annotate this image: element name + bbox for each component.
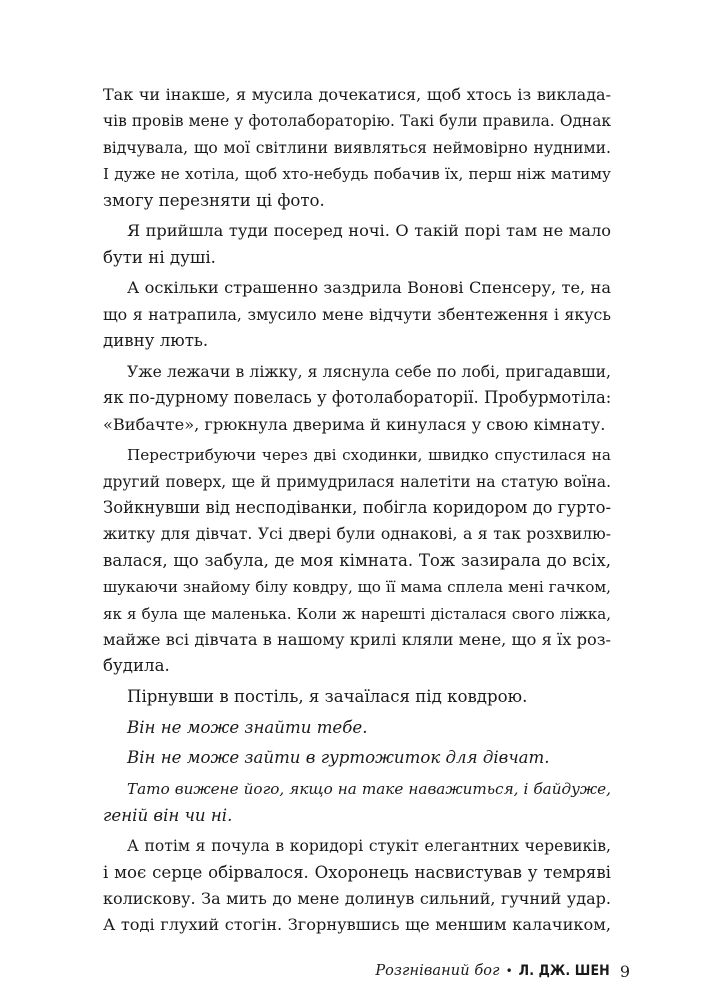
text-line: майже всі дівчата в нашому крилі кляли мене, що я їх роз- bbox=[103, 630, 611, 649]
bullet-separator: • bbox=[505, 964, 513, 978]
italic-line: Тато вижене його, якщо на таке наважиться, і байдуже, bbox=[127, 780, 611, 799]
text-line: Перестрибуючи через дві сходинки, швидко спустилася на bbox=[127, 446, 611, 465]
text-line: змогу перезняти ці фото. bbox=[103, 190, 325, 210]
author-name: Л. ДЖ. ШЕН bbox=[518, 963, 610, 979]
text-line: Зойкнувши від несподіванки, побігла коридором до гурто- bbox=[103, 498, 611, 518]
text-line: бути ні душі. bbox=[103, 247, 216, 267]
text-line: і моє серце обірвалося. Охоронець насвистував у темряві bbox=[103, 862, 611, 882]
text-line: Уже лежачи в ліжку, я ляснула себе по лобі, пригадавши, bbox=[127, 362, 611, 381]
italic-line: Він не може знайти тебе. bbox=[127, 717, 368, 737]
body-text bbox=[103, 82, 611, 939]
text-line: що я натрапила, змусило мене відчути збентеження і якусь bbox=[103, 304, 611, 324]
text-line: як по-дурному повелась у фотолабораторії. Пробурмотіла: bbox=[103, 388, 612, 408]
text-line: А тоді глухий стогін. Згорнувшись ще меншим калачиком, bbox=[103, 915, 611, 935]
text-line: дивну лють. bbox=[103, 331, 209, 351]
text-line: «Вибачте», грюкнула дверима й кинулася у свою кімнату. bbox=[103, 414, 606, 434]
running-footer bbox=[375, 956, 630, 986]
text-line: чів провів мене у фотолабораторію. Такі були правила. Однак bbox=[103, 112, 611, 131]
text-line: житку для дівчат. Усі двері були однакові, а я так розхвилю- bbox=[103, 525, 611, 544]
page-number: 9 bbox=[619, 961, 630, 981]
text-line: Так чи інакше, я мусила дочекатися, щоб хтось із виклада- bbox=[103, 85, 611, 104]
text-line: валася, що забула, де моя кімната. Тож зазирала до всіх, bbox=[103, 550, 611, 570]
book-title: Розгніваний бог bbox=[375, 963, 500, 979]
text-line: будила. bbox=[103, 656, 170, 676]
text-line: другий поверх, ще й примудрилася налетіти на статую воїна. bbox=[103, 472, 611, 491]
text-line: А оскільки страшенно заздрила Вонові Спенсеру, те, на bbox=[127, 278, 611, 298]
text-line: колискову. За мить до мене долинув сильний, гучний удар. bbox=[103, 889, 611, 908]
text-line: шукаючи знайому білу ковдру, що її мама сплела мені гачком, bbox=[103, 578, 611, 597]
italic-line: Він не може зайти в гуртожиток для дівчат. bbox=[127, 748, 550, 768]
text-line: Я прийшла туди посеред ночі. О такій порі там не мало bbox=[127, 221, 611, 241]
text-line: як я була ще маленька. Коли ж нарешті дісталася свого ліжка, bbox=[103, 604, 611, 623]
text-line: І дуже не хотіла, щоб хто-небудь побачив їх, перш ніж матиму bbox=[103, 165, 611, 184]
italic-line: геній він чи ні. bbox=[103, 805, 233, 825]
text-line: Пірнувши в постіль, я зачаїлася під ковдрою. bbox=[127, 687, 528, 707]
text-line: відчувала, що мої світлини виявляться неймовірно нудними. bbox=[103, 138, 611, 157]
text-line: А потім я почула в коридорі стукіт елегантних черевиків, bbox=[127, 837, 611, 856]
